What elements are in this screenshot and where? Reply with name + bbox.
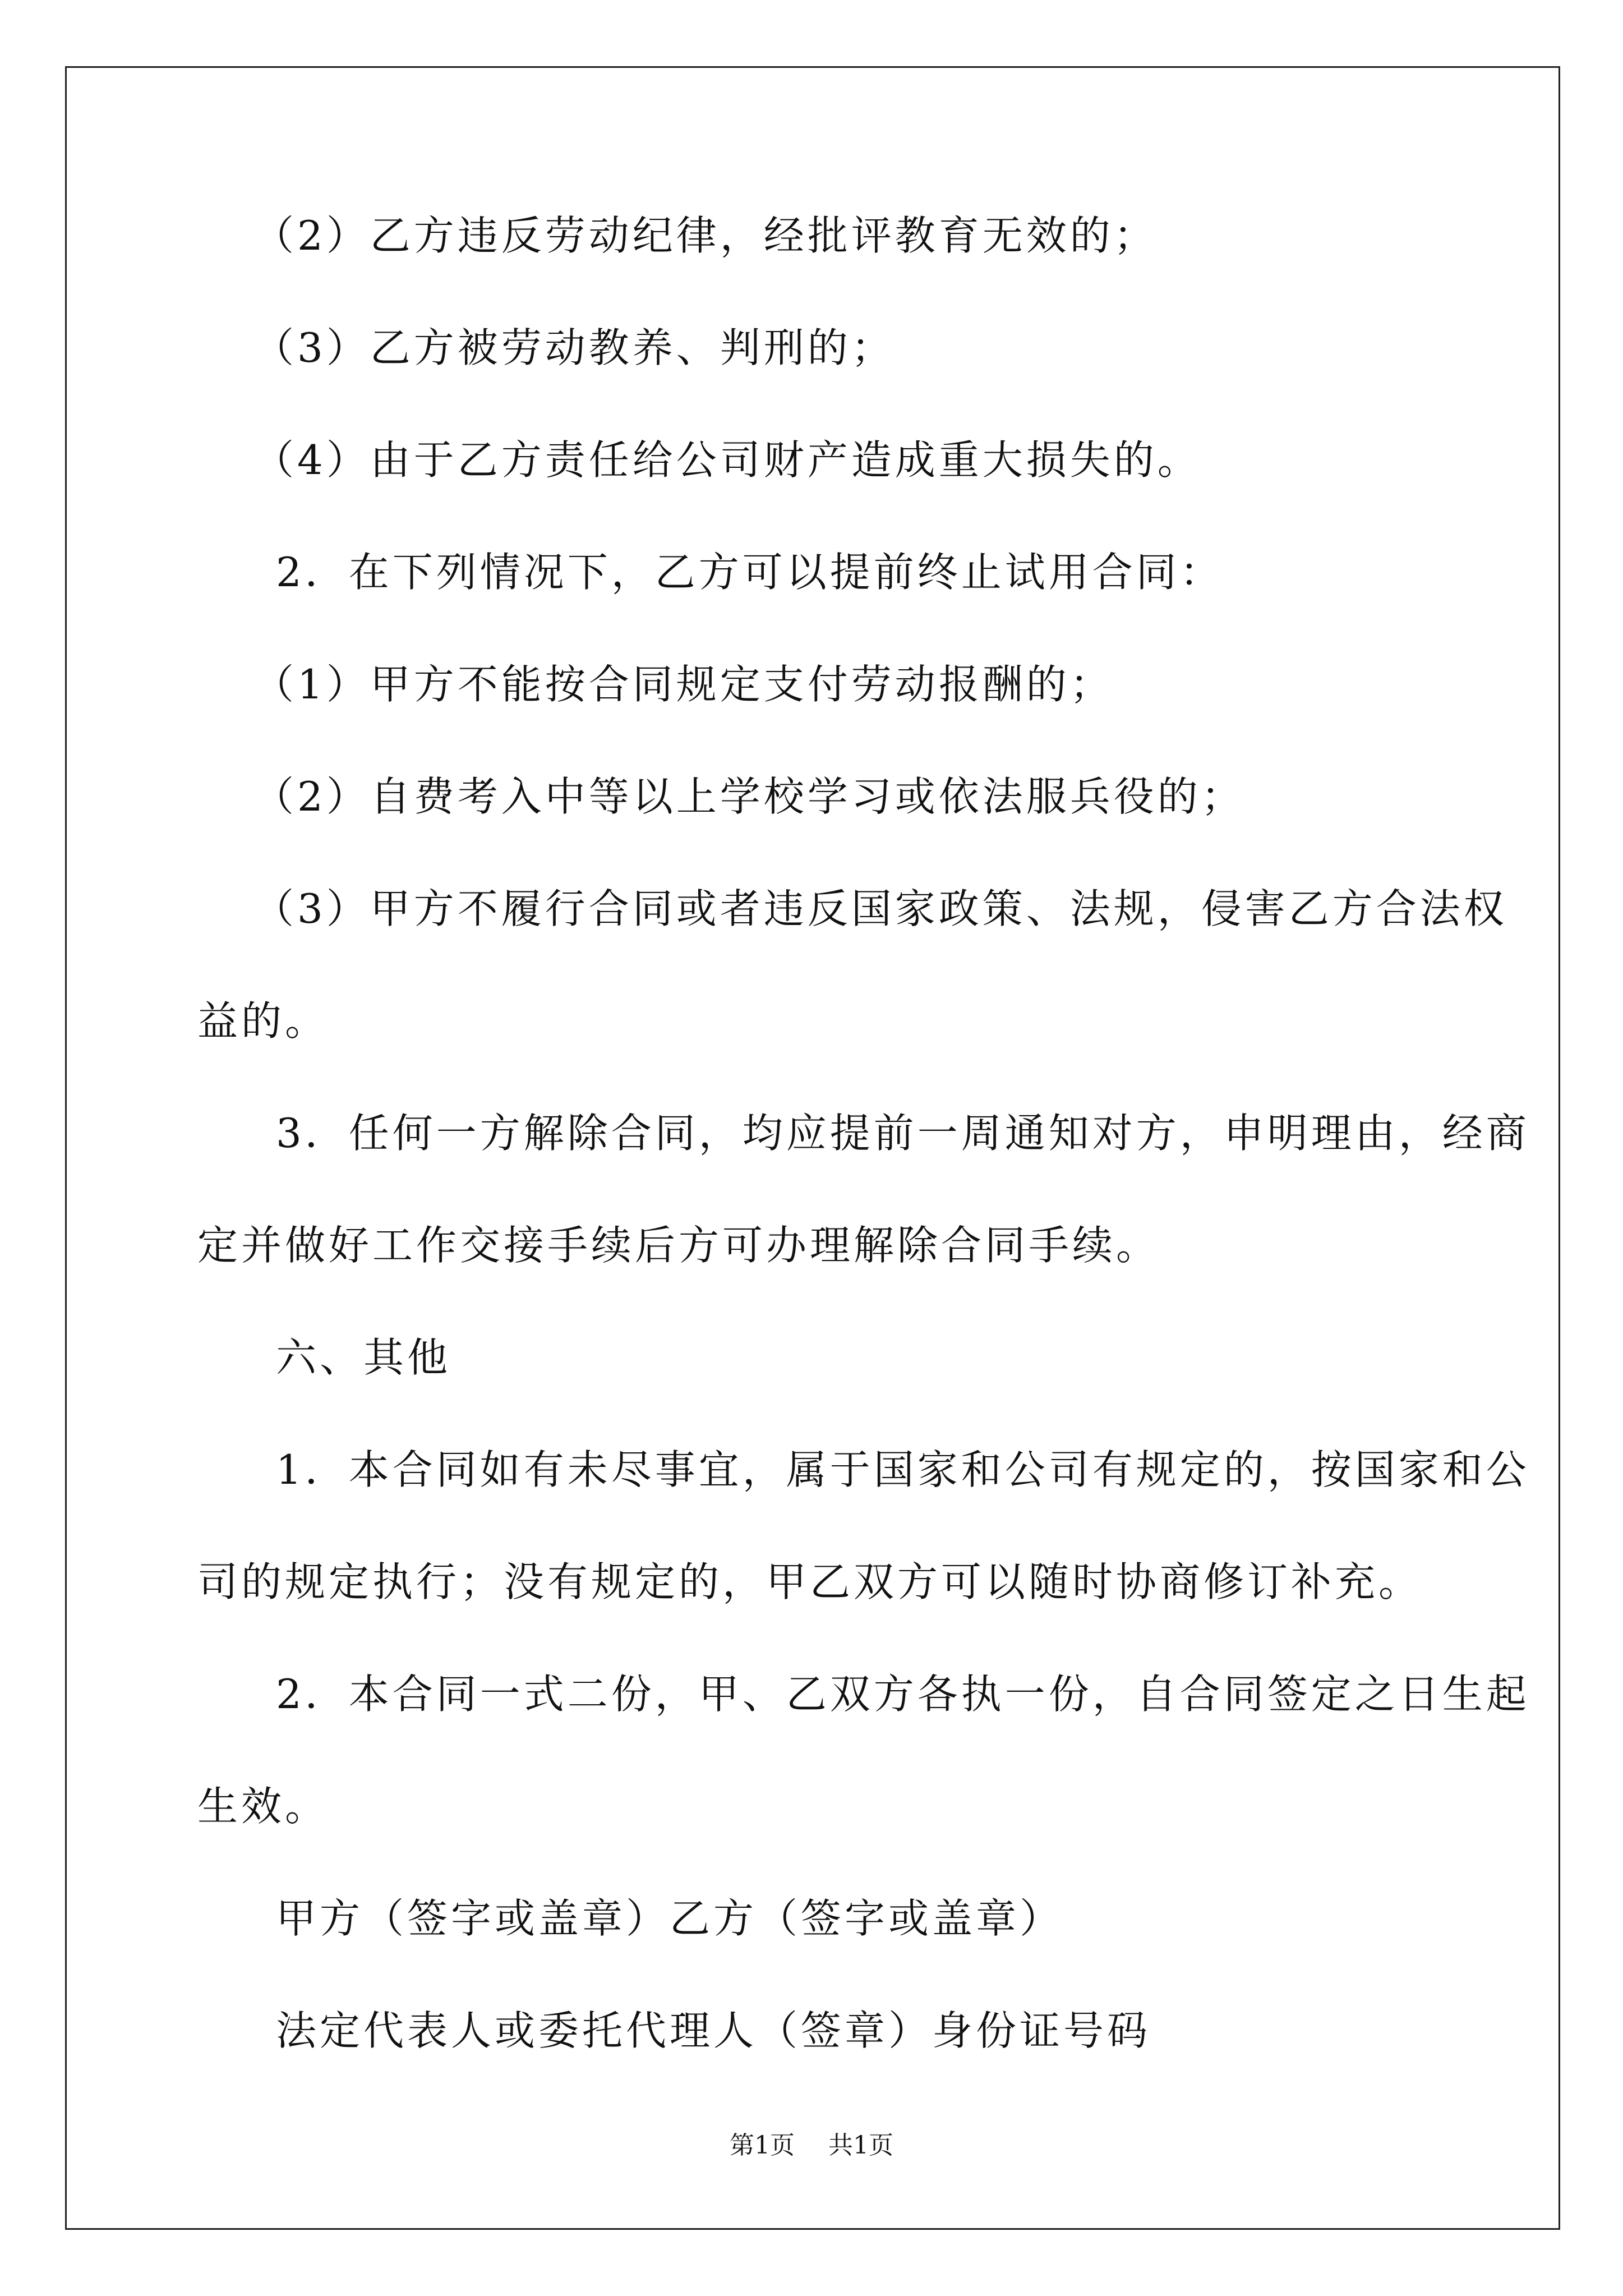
page-total: 共1页	[828, 2131, 893, 2160]
text-line: 定并做好工作交接手续后方可办理解除合同手续。	[197, 1222, 1160, 1269]
text-line: 2．在下列情况下，乙方可以提前终止试用合同：	[276, 549, 1224, 596]
text-line: （4）由于乙方责任给公司财产造成重大损失的。	[253, 436, 1201, 484]
text-line: （1）甲方不能按合同规定支付劳动报酬的；	[253, 661, 1114, 708]
text-line: 1．本合同如有未尽事宜，属于国家和公司有规定的，按国家和公	[276, 1446, 1530, 1493]
text-line: （2）自费考入中等以上学校学习或依法服兵役的；	[253, 773, 1245, 820]
signature-line: 甲方（签字或盖章）乙方（签字或盖章）	[276, 1895, 1064, 1942]
section-heading: 六、其他	[276, 1334, 451, 1381]
signature-line: 法定代表人或委托代理人（签章）身份证号码	[276, 2007, 1151, 2054]
text-line: 益的。	[197, 997, 329, 1045]
text-line: 生效。	[197, 1783, 329, 1830]
text-line: 3．任何一方解除合同，均应提前一周通知对方，申明理由，经商	[276, 1110, 1530, 1157]
text-line: （3）甲方不履行合同或者违反国家政策、法规，侵害乙方合法权	[253, 885, 1507, 932]
text-line: 2．本合同一式二份，甲、乙双方各执一份，自合同签定之日生起	[276, 1671, 1530, 1718]
text-line: （3）乙方被劳动教养、判刑的；	[253, 324, 895, 371]
page-footer	[0, 2129, 1623, 2162]
text-line: 司的规定执行；没有规定的，甲乙双方可以随时协商修订补充。	[197, 1558, 1423, 1605]
page-number: 第1页	[730, 2131, 795, 2160]
text-line: （2）乙方违反劳动纪律，经批评教育无效的；	[253, 212, 1158, 259]
